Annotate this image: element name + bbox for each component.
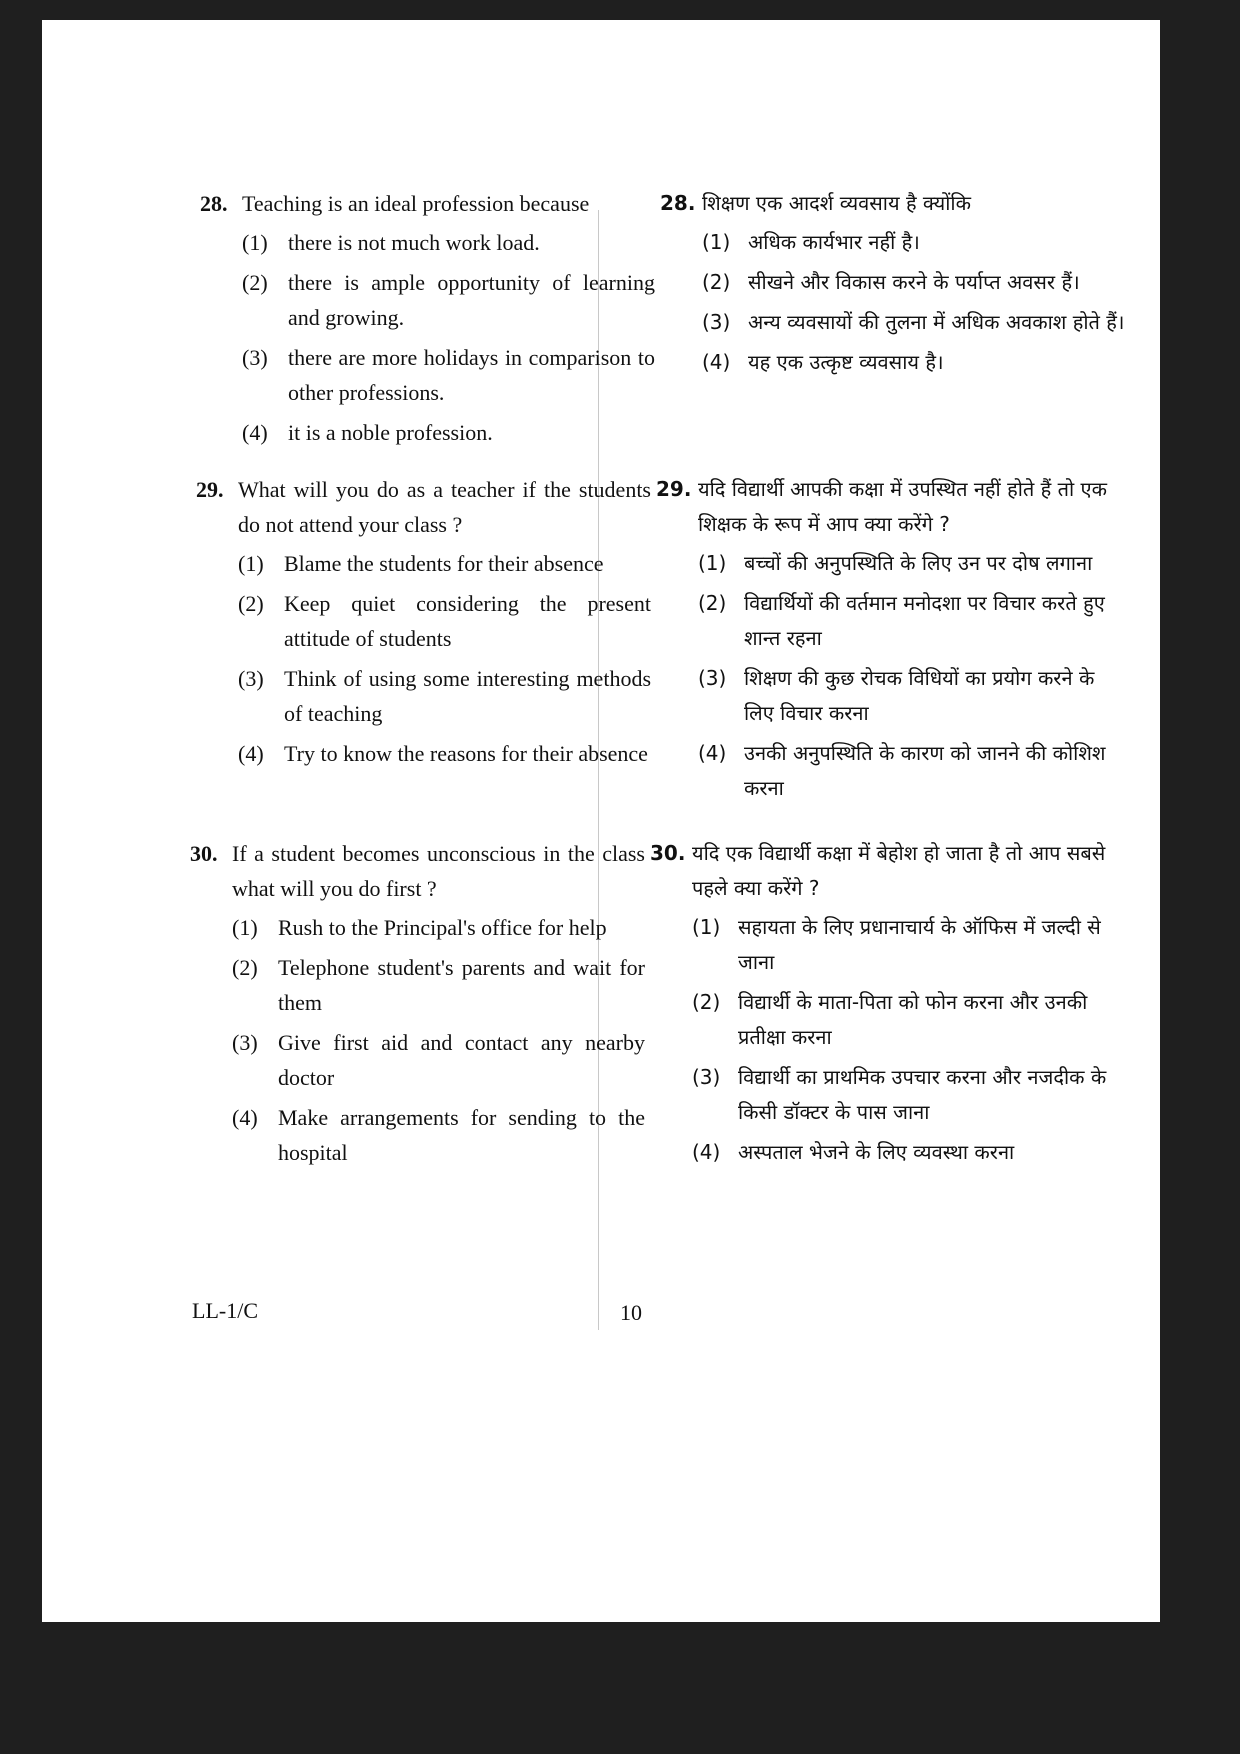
option-text: अधिक कार्यभार नहीं है।	[748, 230, 920, 254]
question-english	[196, 472, 651, 776]
option-number: (3)	[242, 345, 268, 370]
option-text: विद्यार्थी का प्राथमिक उपचार करना और नजदीक के किसी डॉक्टर के पास जाना	[738, 1065, 1107, 1124]
question-number: 28.	[660, 191, 696, 215]
option	[242, 415, 655, 450]
option-text: Blame the students for their absence	[284, 551, 604, 576]
option-number: (2)	[238, 591, 264, 616]
options-list	[692, 910, 1120, 1170]
option-number: (2)	[692, 990, 721, 1014]
question-number: 29.	[196, 477, 224, 502]
option	[242, 265, 655, 335]
question-number: 30.	[190, 841, 218, 866]
option-text: बच्चों की अनुपस्थिति के लिए उन पर दोष लगाना	[744, 551, 1093, 575]
option-text: अन्य व्यवसायों की तुलना में अधिक अवकाश होते हैं।	[748, 310, 1125, 334]
question-text: शिक्षण एक आदर्श व्यवसाय है क्योंकि	[702, 191, 971, 215]
option	[232, 910, 645, 945]
option	[698, 661, 1126, 731]
option-text: Telephone student's parents and wait for them	[278, 955, 645, 1015]
question-english	[200, 186, 655, 455]
option-number: (2)	[232, 955, 258, 980]
option	[242, 225, 655, 260]
option	[692, 1135, 1120, 1170]
option-text: अस्पताल भेजने के लिए व्यवस्था करना	[738, 1140, 1015, 1164]
option-text: विद्यार्थी के माता-पिता को फोन करना और उनकी प्रतीक्षा करना	[738, 990, 1088, 1049]
option-number: (4)	[232, 1105, 258, 1130]
option-number: (2)	[702, 270, 731, 294]
option-text: सहायता के लिए प्रधानाचार्य के ऑफिस में जल्दी से जाना	[738, 915, 1101, 974]
option	[232, 1100, 645, 1170]
option	[242, 340, 655, 410]
option	[702, 265, 1130, 300]
option-number: (3)	[692, 1065, 721, 1089]
option-text: यह एक उत्कृष्ट व्यवसाय है।	[748, 350, 944, 374]
option-number: (1)	[242, 230, 268, 255]
option-number: (3)	[702, 310, 731, 334]
question-text: What will you do as a teacher if the students do not attend your class ?	[238, 477, 651, 537]
option	[698, 736, 1126, 806]
option	[692, 985, 1120, 1055]
option	[698, 546, 1126, 581]
option-text: Try to know the reasons for their absence	[284, 741, 648, 766]
question-text: Teaching is an ideal profession because	[242, 191, 590, 216]
option-number: (1)	[702, 230, 731, 254]
option	[702, 345, 1130, 380]
options-list	[242, 225, 655, 450]
option	[698, 586, 1126, 656]
option	[238, 736, 651, 771]
question-english	[190, 836, 645, 1175]
option-text: सीखने और विकास करने के पर्याप्त अवसर हैं।	[748, 270, 1080, 294]
option-number: (4)	[242, 420, 268, 445]
option-number: (1)	[238, 551, 264, 576]
option-text: there are more holidays in comparison to other professions.	[288, 345, 655, 405]
question-hindi	[650, 836, 1120, 1175]
option	[702, 225, 1130, 260]
option	[238, 661, 651, 731]
option-number: (2)	[242, 270, 268, 295]
option-text: विद्यार्थियों की वर्तमान मनोदशा पर विचार करते हुए शान्त रहना	[744, 591, 1105, 650]
question-text: यदि एक विद्यार्थी कक्षा में बेहोश हो जाता है तो आप सबसे पहले क्या करेंगे ?	[692, 841, 1106, 900]
option	[692, 1060, 1120, 1130]
option-number: (1)	[692, 915, 721, 939]
page-sheet	[42, 20, 1160, 1622]
option-text: उनकी अनुपस्थिति के कारण को जानने की कोशिश करना	[744, 741, 1106, 800]
option	[232, 1025, 645, 1095]
question-hindi	[660, 186, 1130, 385]
options-list	[232, 910, 645, 1170]
options-list	[702, 225, 1130, 380]
option-number: (2)	[698, 591, 727, 615]
question-hindi	[656, 472, 1126, 811]
options-list	[238, 546, 651, 771]
question-number: 29.	[656, 477, 692, 501]
option-text: Rush to the Principal's office for help	[278, 915, 607, 940]
option-number: (3)	[232, 1030, 258, 1055]
question-number: 28.	[200, 191, 228, 216]
option	[232, 950, 645, 1020]
option-number: (3)	[238, 666, 264, 691]
option	[238, 546, 651, 581]
page-number: 10	[620, 1300, 642, 1325]
option-text: Give first aid and contact any nearby doctor	[278, 1030, 645, 1090]
option-text: Think of using some interesting methods of teaching	[284, 666, 651, 726]
question-text: If a student becomes unconscious in the class what will you do first ?	[232, 841, 645, 901]
paper-code: LL-1/C	[192, 1298, 258, 1323]
option	[692, 910, 1120, 980]
option-text: Make arrangements for sending to the hospital	[278, 1105, 645, 1165]
option-text: there is ample opportunity of learning and growing.	[288, 270, 655, 330]
option	[702, 305, 1130, 340]
option-number: (4)	[702, 350, 731, 374]
option-text: it is a noble profession.	[288, 420, 493, 445]
option-number: (4)	[238, 741, 264, 766]
option-number: (1)	[698, 551, 727, 575]
option-text: Keep quiet considering the present attitude of students	[284, 591, 651, 651]
question-number: 30.	[650, 841, 686, 865]
option-number: (3)	[698, 666, 727, 690]
question-text: यदि विद्यार्थी आपकी कक्षा में उपस्थित नहीं होते हैं तो एक शिक्षक के रूप में आप क्या करेंगे ?	[698, 477, 1107, 536]
option-text: there is not much work load.	[288, 230, 540, 255]
option-text: शिक्षण की कुछ रोचक विधियों का प्रयोग करने के लिए विचार करना	[744, 666, 1095, 725]
option-number: (4)	[692, 1140, 721, 1164]
option	[238, 586, 651, 656]
options-list	[698, 546, 1126, 806]
option-number: (4)	[698, 741, 727, 765]
option-number: (1)	[232, 915, 258, 940]
